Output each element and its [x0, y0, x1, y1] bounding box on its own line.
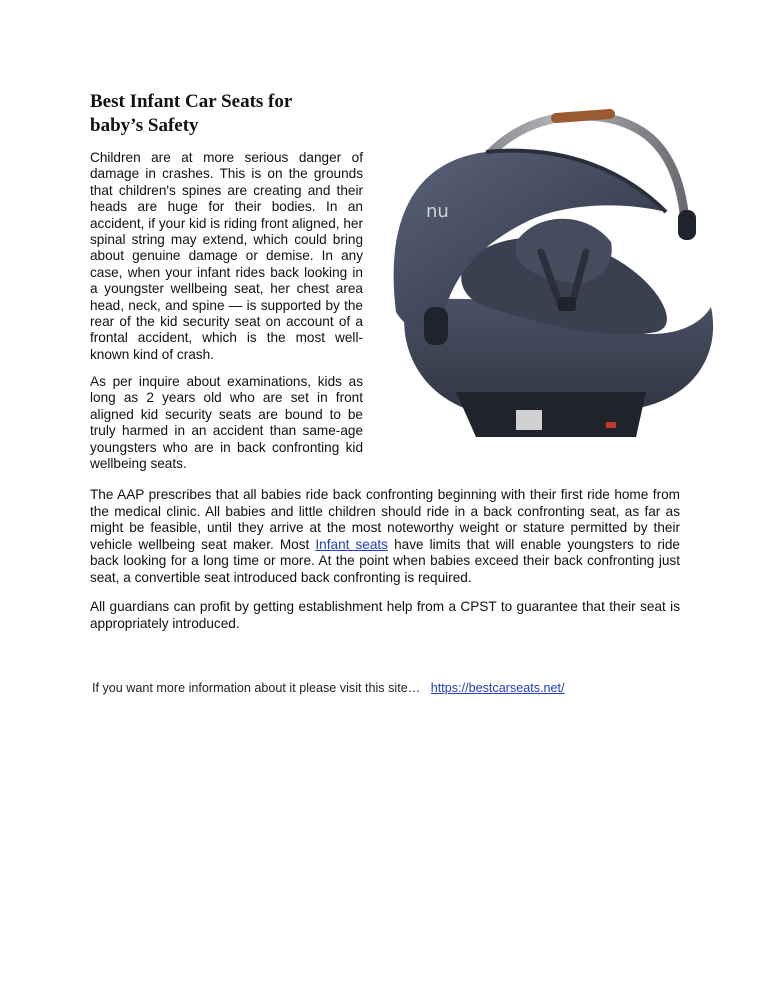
title-line-2: baby’s Safety	[90, 115, 199, 136]
document-title	[90, 90, 370, 138]
paragraph-4: All guardians can profit by getting establishment help from a CPST to guarantee that their seat is appropriately introduced.	[90, 599, 680, 631]
warning-label	[516, 410, 542, 430]
footer-text: If you want more information about it please visit this site…	[92, 681, 421, 695]
handle-grip	[556, 114, 610, 118]
infant-car-seat-image	[366, 92, 730, 456]
paragraph-2: As per inquire about examinations, kids as long as 2 years old who are set in front aligned kid security seats are bound to be truly harmed in an accident than same-age youngsters who are in back confronting kid wellbeing seats.	[90, 374, 363, 472]
infant-seats-link[interactable]: Infant seats	[315, 536, 388, 552]
handle-pivot-left	[424, 307, 448, 345]
harness-buckle	[558, 297, 576, 311]
paragraph-3	[90, 487, 680, 587]
footer-note	[92, 680, 692, 696]
car-seat-illustration	[366, 92, 730, 456]
seat-base	[456, 392, 646, 437]
brand-logo: nu	[426, 201, 449, 222]
paragraph-1: Children are at more serious danger of damage in crashes. This is on the grounds that children's spines are creating and their heads are huge for their bodies. In an accident, if your kid is riding front aligned, her spinal string may extend, which could bring about genuine damage or demise. In any case, when your infant rides back looking in a youngster wellbeing seat, her chest area head, neck, and spine — is supported by the rear of the kid security seat on account of a frontal accident, which is the most well-known kind of crash.	[90, 150, 363, 362]
handle-pivot-right	[678, 210, 696, 240]
website-link[interactable]: https://bestcarseats.net/	[430, 681, 565, 695]
paragraph-3-text-b: have limits that will enable youngsters to ride back looking for a long time or more. At the point when babies exceed their back confronting just seat, a convertible seat introduced back confronting is required.	[90, 536, 680, 585]
title-line-1: Best Infant Car Seats for	[90, 91, 293, 112]
red-tag	[606, 422, 616, 428]
paragraph-3-text-a: The AAP prescribes that all babies ride back confronting beginning with their first ride home from the medical clinic. All babies and little children should ride in a back confronting seat, as far as might be feasible, until they arrive at the most noteworthy weight or stature permitted by their vehicle wellbeing seat maker. Most	[90, 487, 680, 552]
